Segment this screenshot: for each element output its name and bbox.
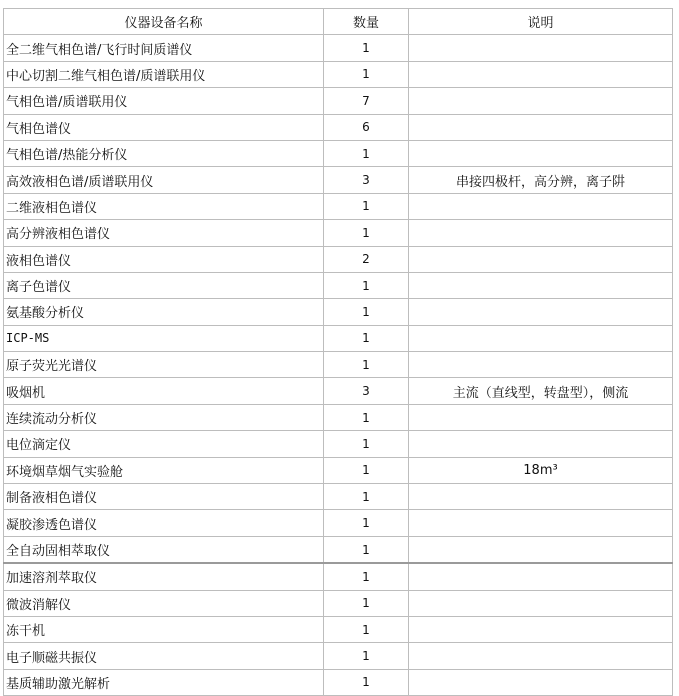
table-row [4, 220, 673, 246]
equipment-name-cell: 基质辅助激光解析 [4, 669, 324, 695]
table-row [4, 35, 673, 61]
quantity-cell: 1 [324, 510, 409, 536]
note-cell [409, 272, 673, 298]
quantity-cell: 1 [324, 352, 409, 378]
table-row [4, 590, 673, 616]
table-row [4, 272, 673, 298]
table-row [4, 140, 673, 166]
table-row [4, 61, 673, 87]
equipment-name-cell: 电位滴定仪 [4, 431, 324, 457]
quantity-cell: 1 [324, 563, 409, 590]
table-row [4, 510, 673, 536]
note-cell [409, 404, 673, 430]
note-cell [409, 536, 673, 563]
quantity-cell: 1 [324, 431, 409, 457]
equipment-name-cell: 连续流动分析仪 [4, 404, 324, 430]
table-row [4, 299, 673, 325]
equipment-name-cell: 电子顺磁共振仪 [4, 643, 324, 669]
note-cell: 主流（直线型，转盘型），侧流 [409, 378, 673, 404]
quantity-cell: 6 [324, 114, 409, 140]
quantity-cell: 1 [324, 643, 409, 669]
quantity-cell: 1 [324, 616, 409, 642]
quantity-cell: 2 [324, 246, 409, 272]
note-cell [409, 61, 673, 87]
equipment-name-cell: 吸烟机 [4, 378, 324, 404]
note-cell [409, 220, 673, 246]
quantity-cell: 1 [324, 590, 409, 616]
table-row [4, 669, 673, 695]
equipment-name-cell: 微波消解仪 [4, 590, 324, 616]
note-cell [409, 510, 673, 536]
header-row [4, 9, 673, 35]
quantity-cell: 1 [324, 61, 409, 87]
header-name: 仪器设备名称 [4, 9, 324, 35]
equipment-name-cell: 液相色谱仪 [4, 246, 324, 272]
note-cell: 18m³ [409, 457, 673, 483]
quantity-cell: 7 [324, 88, 409, 114]
note-cell [409, 299, 673, 325]
quantity-cell: 1 [324, 536, 409, 563]
note-cell [409, 193, 673, 219]
table-row [4, 88, 673, 114]
note-cell [409, 669, 673, 695]
table-row [4, 325, 673, 351]
equipment-name-cell: 全二维气相色谱/飞行时间质谱仪 [4, 35, 324, 61]
equipment-name-cell: 离子色谱仪 [4, 272, 324, 298]
table-row [4, 167, 673, 193]
note-cell [409, 35, 673, 61]
table-row [4, 431, 673, 457]
table-row [4, 193, 673, 219]
quantity-cell: 1 [324, 140, 409, 166]
header-note: 说明 [409, 9, 673, 35]
quantity-cell: 3 [324, 378, 409, 404]
note-cell [409, 484, 673, 510]
equipment-name-cell: 中心切割二维气相色谱/质谱联用仪 [4, 61, 324, 87]
table-row [4, 114, 673, 140]
quantity-cell: 1 [324, 193, 409, 219]
table-row [4, 404, 673, 430]
note-cell [409, 563, 673, 590]
table-row [4, 616, 673, 642]
equipment-name-cell: 全自动固相萃取仪 [4, 536, 324, 563]
note-cell [409, 88, 673, 114]
equipment-name-cell: 二维液相色谱仪 [4, 193, 324, 219]
note-cell [409, 325, 673, 351]
quantity-cell: 1 [324, 457, 409, 483]
header-qty: 数量 [324, 9, 409, 35]
table-row [4, 536, 673, 563]
equipment-name-cell: 制备液相色谱仪 [4, 484, 324, 510]
note-cell [409, 246, 673, 272]
quantity-cell: 1 [324, 404, 409, 430]
note-cell: 串接四极杆，高分辨，离子阱 [409, 167, 673, 193]
quantity-cell: 1 [324, 35, 409, 61]
table-row [4, 246, 673, 272]
note-cell [409, 114, 673, 140]
quantity-cell: 3 [324, 167, 409, 193]
equipment-name-cell: 气相色谱/质谱联用仪 [4, 88, 324, 114]
quantity-cell: 1 [324, 272, 409, 298]
table-row [4, 643, 673, 669]
table-row [4, 378, 673, 404]
equipment-name-cell: 气相色谱/热能分析仪 [4, 140, 324, 166]
note-cell [409, 352, 673, 378]
quantity-cell: 1 [324, 669, 409, 695]
note-cell [409, 431, 673, 457]
note-cell [409, 643, 673, 669]
quantity-cell: 1 [324, 299, 409, 325]
equipment-name-cell: ICP-MS [4, 325, 324, 351]
equipment-name-cell: 气相色谱仪 [4, 114, 324, 140]
note-cell [409, 140, 673, 166]
quantity-cell: 1 [324, 325, 409, 351]
equipment-name-cell: 凝胶渗透色谱仪 [4, 510, 324, 536]
table-row [4, 563, 673, 590]
quantity-cell: 1 [324, 220, 409, 246]
quantity-cell: 1 [324, 484, 409, 510]
equipment-name-cell: 冻干机 [4, 616, 324, 642]
table-row [4, 484, 673, 510]
equipment-name-cell: 原子荧光光谱仪 [4, 352, 324, 378]
equipment-table [3, 8, 673, 696]
equipment-name-cell: 环境烟草烟气实验舱 [4, 457, 324, 483]
note-cell [409, 616, 673, 642]
equipment-name-cell: 加速溶剂萃取仪 [4, 563, 324, 590]
table-row [4, 457, 673, 483]
table-row [4, 352, 673, 378]
equipment-name-cell: 高分辨液相色谱仪 [4, 220, 324, 246]
note-cell [409, 590, 673, 616]
equipment-name-cell: 氨基酸分析仪 [4, 299, 324, 325]
equipment-name-cell: 高效液相色谱/质谱联用仪 [4, 167, 324, 193]
